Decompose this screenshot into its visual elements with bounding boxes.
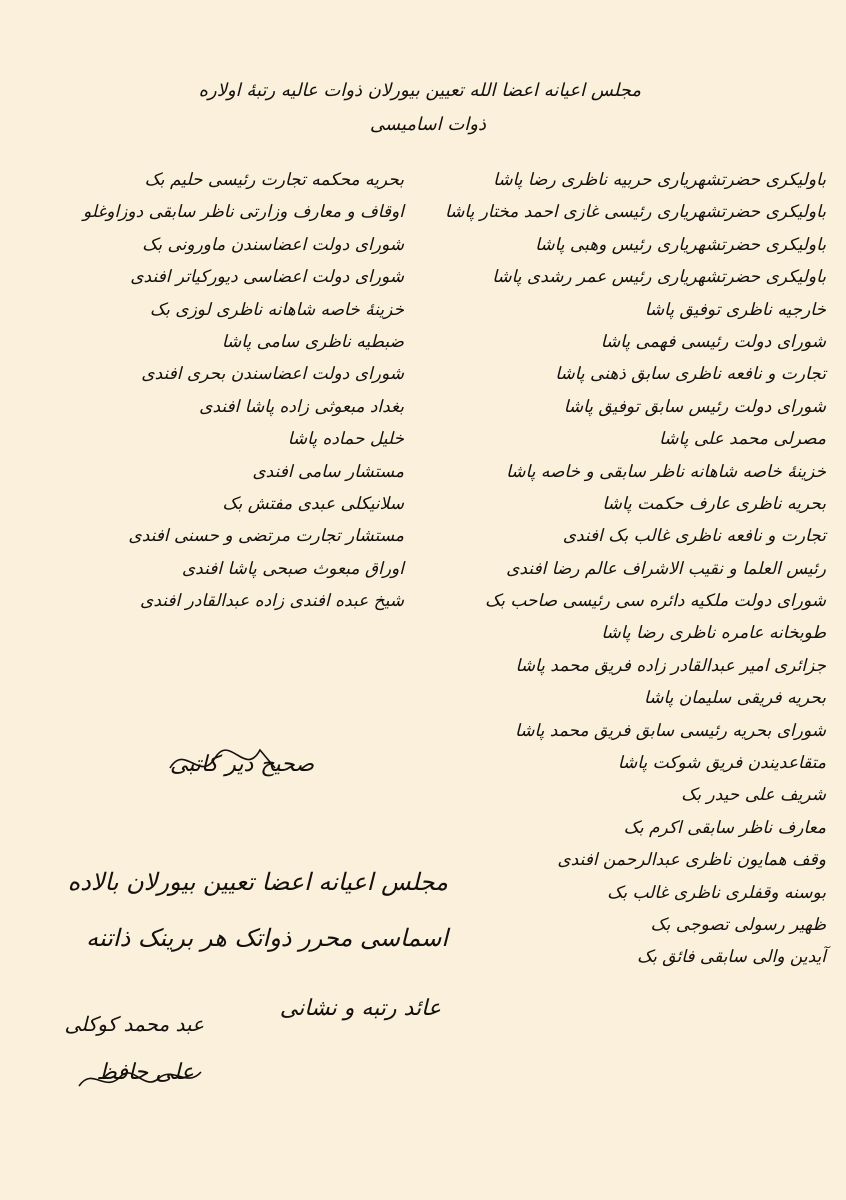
left-column-entry: خزینهٔ خاصه شاهانه ناظری لوزی بک [149, 299, 404, 320]
document-subtitle: ذوات اسامیسی [369, 114, 486, 135]
bottom-signature-flourish [75, 1058, 205, 1098]
left-column-entry: ضبطیه ناظری سامی پاشا [221, 331, 404, 352]
left-column-entry: سلانیکلی عبدی مفتش بک [222, 493, 404, 514]
left-column-entry: شیخ عبده افندی زاده عبدالقادر افندی [140, 591, 404, 612]
right-column-entry: تجارت و نافعه ناظری سابق ذهنی پاشا [555, 364, 826, 385]
left-column-entry: مستشار سامی افندی [252, 461, 404, 482]
right-column-entry: بحریه فریقی سلیمان پاشا [644, 688, 826, 709]
right-name-column [445, 164, 826, 974]
right-column-entry: مصرلی محمد علی پاشا [659, 429, 826, 450]
left-column-entry: بغداد مبعوثی زاده پاشا افندی [199, 396, 404, 417]
right-column-entry: معارف ناظر سابقی اکرم بک [623, 817, 826, 838]
right-column-entry: شریف علی حیدر بک [681, 785, 826, 806]
right-column-entry: باولیکری حضرتشهریاری رئیسی غازی احمد مختار پاشا [444, 202, 826, 223]
right-column-entry: باولیکری حضرتشهریاری رئیس وهبی پاشا [535, 234, 826, 255]
right-column-entry: خارجیه ناظری توفیق پاشا [644, 299, 826, 320]
right-column-entry: جزائری امیر عبدالقادر زاده فریق محمد پاشا [515, 655, 826, 676]
bottom-signature-line-1: عبد محمد کوکلی [64, 1012, 204, 1036]
signature-line: صحیح دیر کاتبی [169, 752, 314, 777]
right-column-entry: باولیکری حضرتشهریاری رئیس عمر رشدی پاشا [492, 267, 826, 288]
left-column-entry: شورای دولت اعضاسندن بحری افندی [141, 364, 404, 385]
right-column-entry: تجارت و نافعه ناظری غالب بک افندی [562, 526, 826, 547]
handwritten-note-line-2: اسماسی محرر ذواتک هر برینک ذاتنه [86, 924, 448, 952]
document-title: مجلس اعیانه اعضا الله تعیین بیورلان ذوات عالیه رتبهٔ اولاره [198, 80, 641, 101]
left-column-entry: اوراق مبعوث صبحی پاشا افندی [181, 558, 404, 579]
right-column-entry: ظهیر رسولی تصوجی بک [650, 914, 826, 935]
left-column-entry: شورای دولت اعضاسندن ماورونی بک [142, 234, 404, 255]
handwritten-note-line-3: عائد رتبه و نشانی [279, 996, 441, 1021]
left-column-entry: بحریه محکمه تجارت رئیسی حلیم بک [144, 170, 404, 190]
left-column-entry: خلیل حماده پاشا [287, 429, 404, 450]
right-column-entry: بحریه ناظری عارف حکمت پاشا [602, 493, 826, 514]
left-column-entry: شورای دولت اعضاسی دیورکیاتر افندی [130, 267, 404, 288]
right-column-entry: باولیکری حضرتشهریاری حربیه ناظری رضا پاشا [493, 170, 826, 190]
signature-flourish [165, 738, 285, 788]
right-column-entry: شورای دولت ملکیه دائره سی رئیسی صاحب بک [484, 591, 826, 612]
right-column-entry: آیدین والی سابقی فائق بک [636, 947, 826, 968]
right-column-entry: وقف همایون ناظری عبدالرحمن افندی [557, 850, 826, 871]
left-column-entry: مستشار تجارت مرتضی و حسنی افندی [128, 526, 404, 547]
right-column-entry: شورای بحریه رئیسی سابق فریق محمد پاشا [515, 720, 826, 741]
right-column-entry: بوسنه وقفلری ناظری غالب بک [607, 882, 826, 903]
left-name-column [83, 164, 404, 617]
left-column-entry: اوقاف و معارف وزارتی ناظر سابقی دوزاوغلو [82, 202, 404, 223]
right-column-entry: شورای دولت رئیس سابق توفیق پاشا [563, 396, 826, 417]
right-column-entry: شورای دولت رئیسی فهمی پاشا [600, 331, 826, 352]
handwritten-note-line-1: مجلس اعیانه اعضا تعیین بیورلان بالاده [67, 868, 448, 896]
right-column-entry: خزینهٔ خاصه شاهانه ناظر سابقی و خاصه پاشا [506, 461, 826, 482]
right-column-entry: طوبخانه عامره ناظری رضا پاشا [601, 623, 826, 644]
bottom-signature-line-2: علی حافظ [96, 1060, 194, 1085]
right-column-entry: متقاعدیندن فریق شوکت پاشا [617, 753, 826, 774]
right-column-entry: رئیس العلما و نقیب الاشراف عالم رضا افندی [506, 558, 826, 579]
